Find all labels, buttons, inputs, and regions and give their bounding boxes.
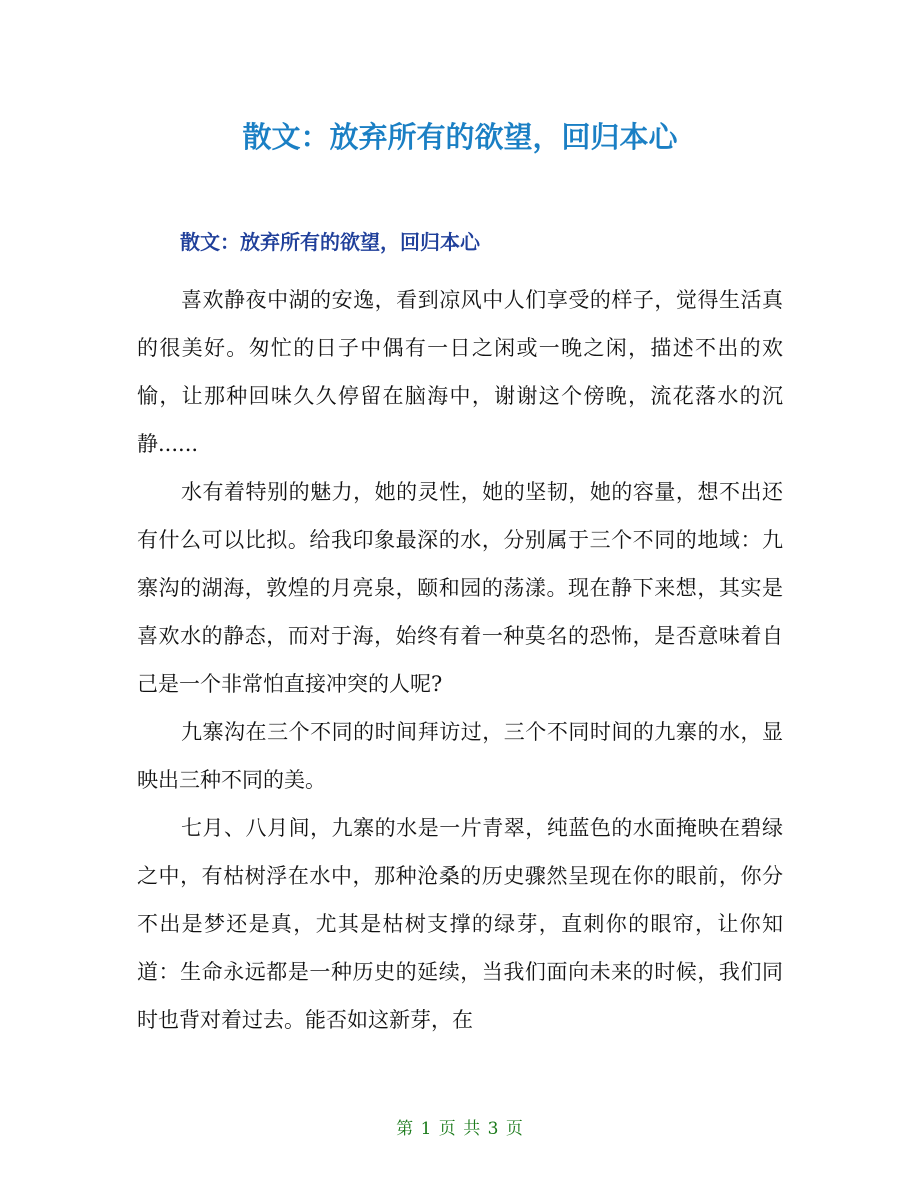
- page-footer: [0, 1114, 920, 1139]
- paragraph-2: 水有着特别的魅力，她的灵性，她的坚韧，她的容量，想不出还有什么可以比拟。给我印象最深的水，分别属于三个不同的地域：九寨沟的湖海，敦煌的月亮泉，颐和园的荡漾。现在静下来想，其实是喜欢水的静态，而对于海，始终有着一种莫名的恐怖，是否意味着自己是一个非常怕直接冲突的人呢?: [137, 480, 783, 696]
- article-body: [137, 276, 783, 1044]
- page-title: 散文：放弃所有的欲望，回归本心: [242, 120, 678, 154]
- paragraph-3: 九寨沟在三个不同的时间拜访过，三个不同时间的九寨的水，显映出三种不同的美。: [137, 720, 783, 792]
- paragraph-1: 喜欢静夜中湖的安逸，看到凉风中人们享受的样子，觉得生活真的很美好。匆忙的日子中偶有一日之闲或一晚之闲，描述不出的欢愉，让那种回味久久停留在脑海中，谢谢这个傍晚，流花落水的沉静......: [137, 288, 783, 456]
- page-number: 第 1 页 共 3 页: [396, 1119, 524, 1139]
- section-heading: 散文：放弃所有的欲望，回归本心: [180, 230, 480, 254]
- paragraph-4: 七月、八月间，九寨的水是一片青翠，纯蓝色的水面掩映在碧绿之中，有枯树浮在水中，那种沧桑的历史骤然呈现在你的眼前，你分不出是梦还是真，尤其是枯树支撑的绿芽，直刺你的眼帘，让你知道：生命永远都是一种历史的延续，当我们面向未来的时候，我们同时也背对着过去。能否如这新芽，在: [137, 816, 783, 1032]
